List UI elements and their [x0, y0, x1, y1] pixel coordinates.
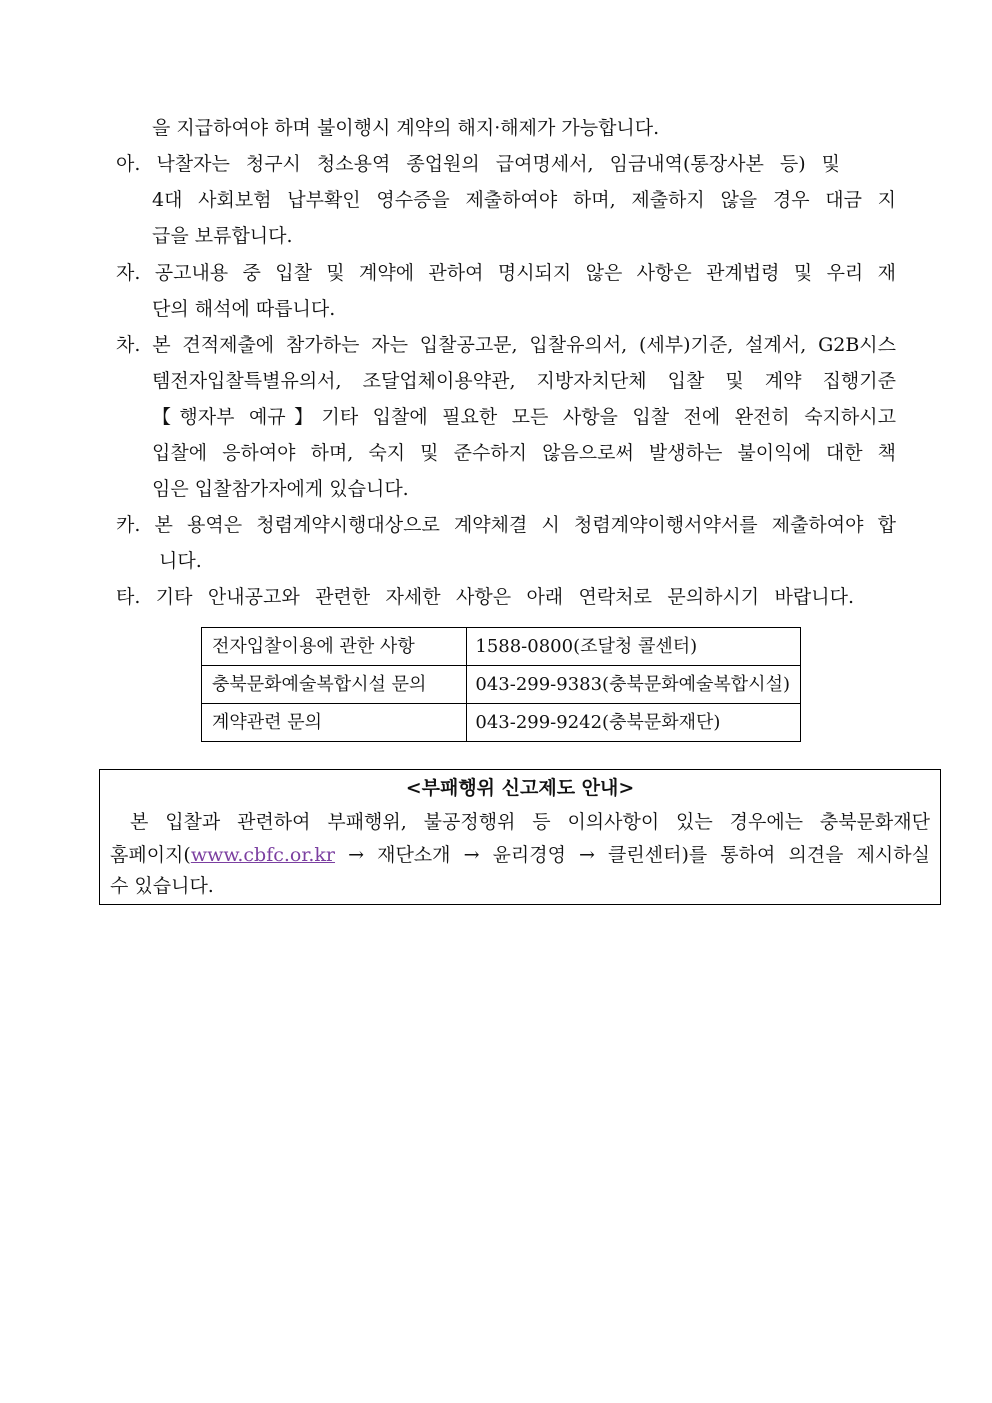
notice-line3: 수 있습니다.: [110, 875, 214, 897]
notice-line2-suffix: → 재단소개 → 윤리경영 → 클린센터)를 통하여 의견을 제시하실: [335, 844, 930, 866]
paragraph-ka-line1: 카. 본 용역은 청렴계약시행대상으로 계약체결 시 청렴계약이행서약서를 제출하여야 합: [116, 514, 896, 536]
notice-line2-prefix: 홈페이지(: [110, 844, 191, 866]
paragraph-a-line2: 4대 사회보험 납부확인 영수증을 제출하여야 하며, 제출하지 않을 경우 대금 지: [152, 189, 896, 211]
contact-label: 계약관련 문의: [202, 704, 467, 742]
notice-line2: [110, 843, 930, 867]
paragraph-ja-line2: 단의 해석에 따릅니다.: [152, 298, 336, 320]
contact-value: 043-299-9242(충북문화재단): [467, 704, 801, 742]
contact-value: 043-299-9383(충북문화예술복합시설): [467, 666, 801, 704]
contact-value: 1588-0800(조달청 콜센터): [467, 628, 801, 666]
paragraph-cha-line5: 임은 입찰참가자에게 있습니다.: [152, 478, 409, 500]
paragraph-cha-line4: 입찰에 응하여야 하며, 숙지 및 준수하지 않음으로써 발생하는 불이익에 대한 책: [152, 442, 896, 464]
table-row: [202, 666, 801, 704]
contact-label: 충북문화예술복합시설 문의: [202, 666, 467, 704]
contact-label: 전자입찰이용에 관한 사항: [202, 628, 467, 666]
paragraph-cha-line3: 【행자부 예규】기타 입찰에 필요한 모든 사항을 입찰 전에 완전히 숙지하시고: [152, 406, 896, 428]
corruption-report-notice-box: [99, 769, 941, 905]
table-row: [202, 628, 801, 666]
contact-table: [201, 627, 801, 742]
paragraph-cha-line1: 차. 본 견적제출에 참가하는 자는 입찰공고문, 입찰유의서, (세부)기준, 설계서, G2B시스: [116, 334, 896, 356]
notice-title: <부패행위 신고제도 안내>: [405, 777, 635, 799]
paragraph-ka-line2: 니다.: [159, 550, 202, 572]
paragraph-a-line3: 급을 보류합니다.: [152, 225, 293, 247]
paragraph-a-line1: 아. 낙찰자는 청구시 청소용역 종업원의 급여명세서, 임금내역(통장사본 등) 및: [116, 153, 840, 175]
homepage-link[interactable]: www.cbfc.or.kr: [190, 844, 336, 866]
table-row: [202, 704, 801, 742]
paragraph-ja-line1: 자. 공고내용 중 입찰 및 계약에 관하여 명시되지 않은 사항은 관계법령 및 우리 재: [116, 262, 896, 284]
paragraph-cha-line2: 템전자입찰특별유의서, 조달업체이용약관, 지방자치단체 입찰 및 계약 집행기준: [152, 370, 896, 392]
paragraph-sa-continuation: 을 지급하여야 하며 불이행시 계약의 해지·해제가 가능합니다.: [152, 117, 660, 139]
notice-line1: 본 입찰과 관련하여 부패행위, 불공정행위 등 이의사항이 있는 경우에는 충북문화재단: [130, 811, 930, 833]
paragraph-ta: 타. 기타 안내공고와 관련한 자세한 사항은 아래 연락처로 문의하시기 바랍니다.: [116, 586, 854, 608]
